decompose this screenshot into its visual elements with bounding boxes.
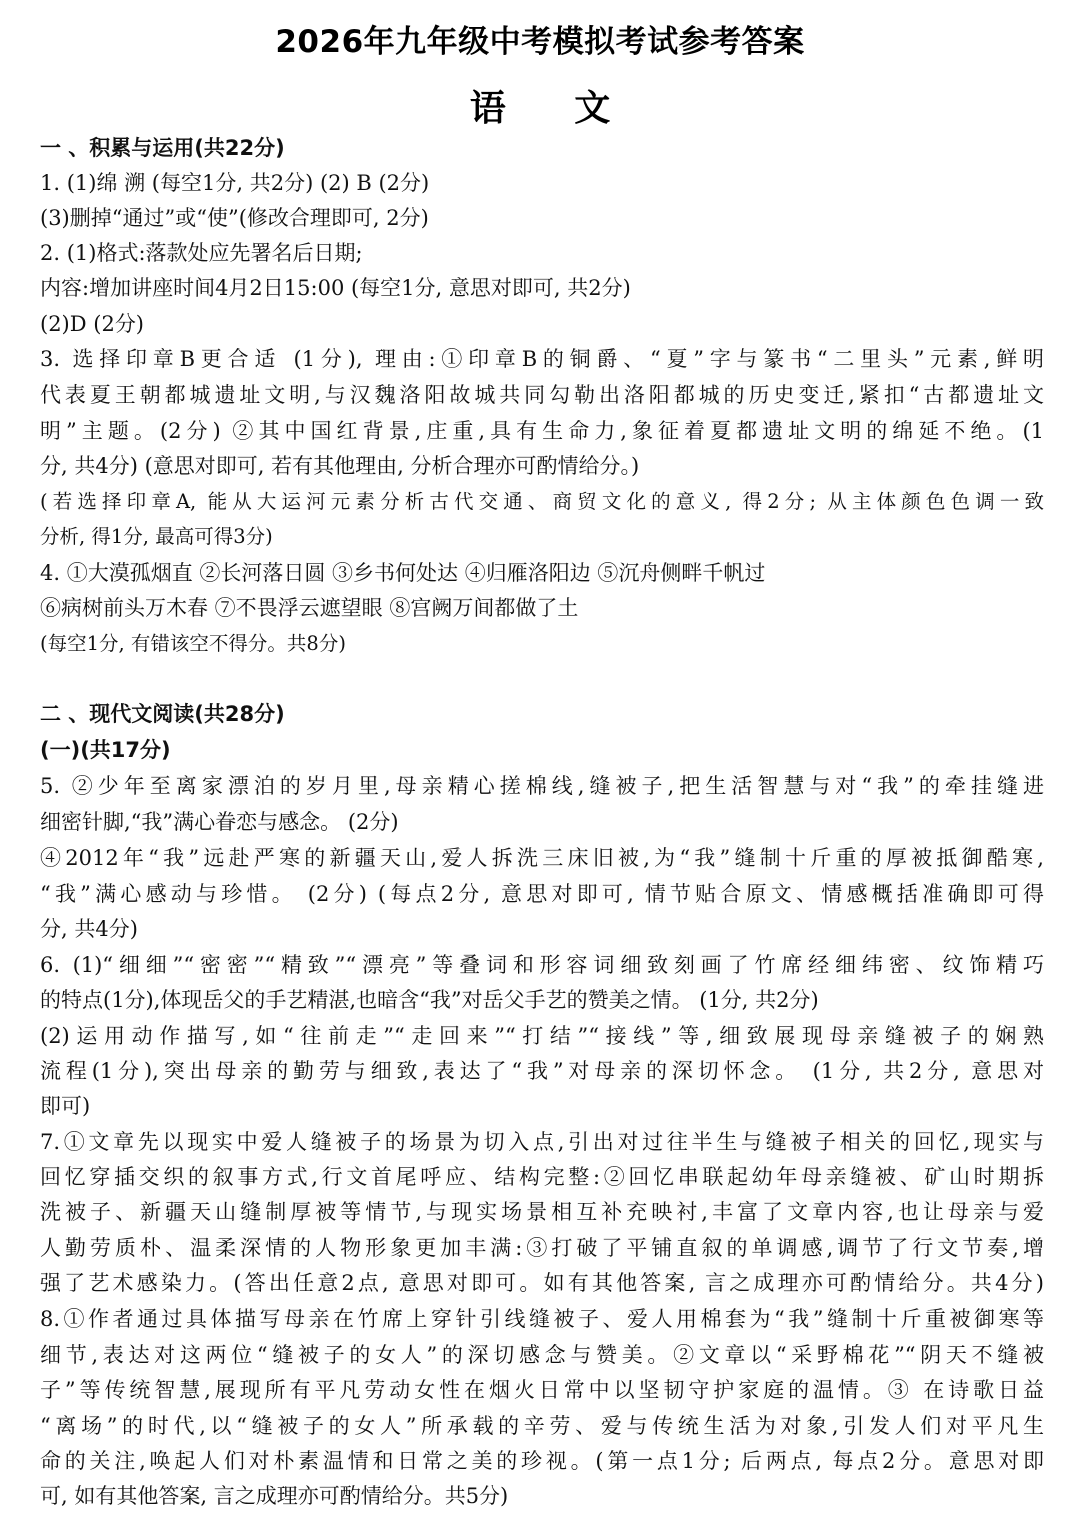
answer-line: 即可) <box>40 1094 91 1118</box>
answer-line: 人勤劳质朴、温柔深情的人物形象更加丰满:③打破了平铺直叙的单调感,调节了行文节奏,增 <box>40 1236 1044 1260</box>
answer-line: 可, 如有其他答案, 言之成理亦可酌情给分。共5分) <box>40 1484 509 1508</box>
answer-line: 8.①作者通过具体描写母亲在竹席上穿针引线缝被子、爱人用棉套为“我”缝制十斤重被御寒等 <box>40 1307 1044 1331</box>
answer-line: 5. ②少年至离家漂泊的岁月里,母亲精心搓棉线,缝被子,把生活智慧与对“我”的牵挂缝进 <box>40 774 1044 798</box>
answer-line: 2. (1)格式:落款处应先署名后日期; <box>40 241 363 265</box>
answer-line: 分, 共4分) (意思对即可, 若有其他理由, 分析合理亦可酌情给分。) <box>40 454 640 478</box>
answer-line: 代表夏王朝都城遗址文明,与汉魏洛阳故城共同勾勒出洛阳都城的历史变迁,紧扣“古都遗址文 <box>40 383 1044 407</box>
answer-line: 3. 选择印章B更合适 (1分), 理由:①印章B的铜爵、“夏”字与篆书“二里头”元素,鲜明 <box>40 347 1044 371</box>
subject-title: 语 文 <box>469 88 639 129</box>
answer-line: ④2012年“我”远赴严寒的新疆天山,爱人拆洗三床旧被,为“我”缝制十斤重的厚被抵御酷寒, <box>40 846 1044 870</box>
answer-line: 细节,表达对这两位“缝被子的女人”的深切感念与赞美。②文章以“采野棉花”“阴天不缝被 <box>40 1343 1044 1367</box>
answer-line: (2)运用动作描写,如“往前走”“走回来”“打结”“接线”等,细致展现母亲缝被子的娴熟 <box>40 1024 1044 1048</box>
answer-line: (2)D (2分) <box>40 312 145 336</box>
answer-line: “我”满心感动与珍惜。 (2分) (每点2分, 意思对即可, 情节贴合原文、情感概括准确即可得 <box>40 882 1044 906</box>
answer-line: 流程(1分),突出母亲的勤劳与细致,表达了“我”对母亲的深切怀念。 (1分, 共2分, 意思对 <box>40 1059 1044 1083</box>
section-2-heading: 二 、现代文阅读(共28分) <box>40 702 285 726</box>
page-title: 2026年九年级中考模拟考试参考答案 <box>275 24 805 60</box>
answer-line: 分析, 得1分, 最高可得3分) <box>40 525 273 548</box>
answer-line: 分, 共4分) <box>40 917 138 941</box>
answer-line: 回忆穿插交织的叙事方式,行文首尾呼应、结构完整:②回忆串联起幼年母亲缝被、矿山时期拆 <box>40 1165 1044 1189</box>
answer-line: 1. (1)绵 溯 (每空1分, 共2分) (2) B (2分) <box>40 171 430 195</box>
answer-line: ⑥病树前头万木春 ⑦不畏浮云遮望眼 ⑧宫阙万间都做了土 <box>40 596 579 620</box>
answer-line: 子”等传统智慧,展现所有平凡劳动女性在烟火日常中以坚韧守护家庭的温情。③ 在诗歌日益 <box>40 1378 1044 1402</box>
answer-line: 洗被子、新疆天山缝制厚被等情节,与现实场景相互补充映衬,丰富了文章内容,也让母亲与爱 <box>40 1200 1044 1224</box>
answer-line: 细密针脚,“我”满心眷恋与感念。 (2分) <box>40 810 399 834</box>
answer-line: 命的关注,唤起人们对朴素温情和日常之美的珍视。(第一点1分; 后两点, 每点2分。意思对即 <box>40 1449 1044 1473</box>
section-1-heading: 一 、积累与运用(共22分) <box>40 136 285 160</box>
answer-line: 7.①文章先以现实中爱人缝被子的场景为切入点,引出对过往半生与缝被子相关的回忆,现实与 <box>40 1130 1044 1154</box>
answer-line: “离场”的时代,以“缝被子的女人”所承载的辛劳、爱与传统生活为对象,引发人们对平凡生 <box>40 1414 1044 1438</box>
answer-line: 内容:增加讲座时间4月2日15:00 (每空1分, 意思对即可, 共2分) <box>40 276 631 300</box>
answer-line: 6. (1)“细细”“密密”“精致”“漂亮”等叠词和形容词细致刻画了竹席经细纬密、纹饰精巧 <box>40 953 1044 977</box>
section-2-subheading: (一)(共17分) <box>40 738 171 762</box>
answer-line: (3)删掉“通过”或“使”(修改合理即可, 2分) <box>40 206 429 230</box>
answer-line: (若选择印章A, 能从大运河元素分析古代交通、商贸文化的意义, 得2分; 从主体颜色色调一致 <box>40 490 1044 513</box>
answer-line: 明”主题。(2分) ②其中国红背景,庄重,具有生命力,象征着夏都遗址文明的绵延不绝。(1 <box>40 419 1044 443</box>
answer-line: (每空1分, 有错该空不得分。共8分) <box>40 632 346 655</box>
answer-line: 强了艺术感染力。(答出任意2点, 意思对即可。如有其他答案, 言之成理亦可酌情给分。共4分) <box>40 1271 1044 1295</box>
answer-line: 的特点(1分),体现岳父的手艺精湛,也暗含“我”对岳父手艺的赞美之情。 (1分, 共2分) <box>40 988 819 1012</box>
answer-line: 4. ①大漠孤烟直 ②长河落日圆 ③乡书何处达 ④归雁洛阳边 ⑤沉舟侧畔千帆过 <box>40 561 766 585</box>
